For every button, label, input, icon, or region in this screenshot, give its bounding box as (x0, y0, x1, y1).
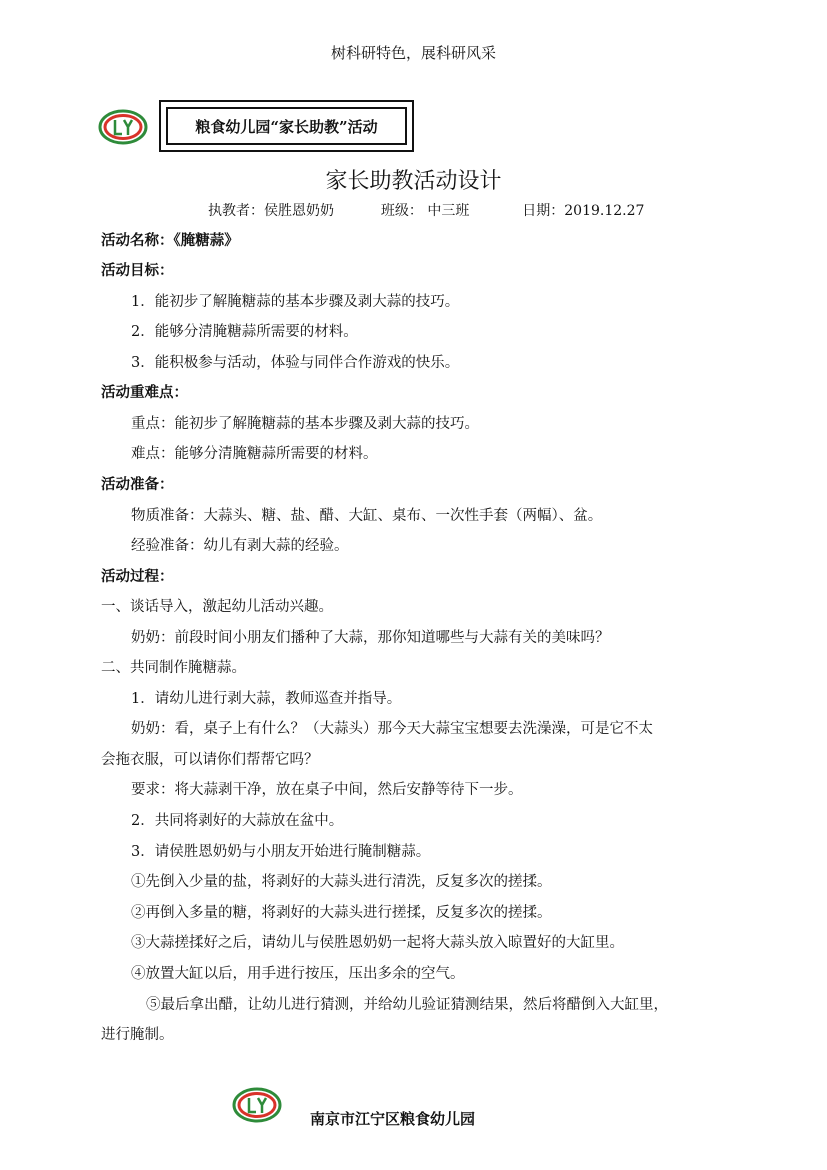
body-line: 2．能够分清腌糖蒜所需要的材料。 (131, 324, 358, 340)
body-line: 3．请侯胜恩奶奶与小朋友开始进行腌制糖蒜。 (131, 844, 431, 860)
activity-title-text: 粮食幼儿园“家长助教”活动 (166, 107, 407, 145)
body-line: 会拖衣服，可以请你们帮帮它吗？ (101, 752, 319, 768)
section-heading: 活动目标： (101, 262, 174, 279)
section-heading: 活动重难点： (101, 384, 188, 401)
body-line: ③大蒜搓揉好之后，请幼儿与侯胜恩奶奶一起将大蒜头放入晾置好的大缸里。 (131, 935, 624, 951)
body-line: 2．共同将剥好的大蒜放在盆中。 (131, 813, 344, 829)
body-line: 难点：能够分清腌糖蒜所需要的材料。 (131, 446, 378, 462)
meta-date: 日期：2019.12.27 (522, 203, 645, 219)
body-line: ②再倒入多量的糖，将剥好的大蒜头进行搓揉，反复多次的搓揉。 (131, 905, 552, 921)
body-line: 要求：将大蒜剥干净，放在桌子中间，然后安静等待下一步。 (131, 782, 523, 798)
body-line: 重点：能初步了解腌糖蒜的基本步骤及剥大蒜的技巧。 (131, 416, 479, 432)
meta-line (208, 200, 644, 220)
body-line: 物质准备：大蒜头、糖、盐、醋、大缸、桌布、一次性手套（两幅）、盆。 (131, 508, 603, 524)
kindergarten-logo-icon (232, 1086, 282, 1124)
meta-teacher: 执教者：侯胜恩奶奶 (208, 203, 334, 219)
section-heading: 活动过程： (101, 568, 174, 585)
body-line: 二、共同制作腌糖蒜。 (101, 660, 246, 676)
body-line: 一、谈话导入，激起幼儿活动兴趣。 (101, 599, 333, 615)
body-line: ④放置大缸以后，用手进行按压，压出多余的空气。 (131, 966, 465, 982)
kindergarten-logo-icon (98, 108, 148, 146)
body-line: 经验准备：幼儿有剥大蒜的经验。 (131, 538, 349, 554)
document-title: 家长助教活动设计 (325, 169, 502, 194)
body-line: ⑤最后拿出醋，让幼儿进行猜测，并给幼儿验证猜测结果，然后将醋倒入大缸里， (146, 997, 668, 1013)
header-slogan: 树科研特色，展科研风采 (330, 44, 496, 62)
body-line: 奶奶：看，桌子上有什么？（大蒜头）那今天大蒜宝宝想要去洗澡澡，可是它不太 (131, 721, 653, 737)
body-line: 奶奶：前段时间小朋友们播种了大蒜，那你知道哪些与大蒜有关的美味吗？ (131, 630, 610, 646)
activity-title-box (159, 100, 414, 152)
body-line: 1．请幼儿进行剥大蒜，教师巡查并指导。 (131, 691, 402, 707)
activity-name: 活动名称：《腌糖蒜》 (101, 232, 239, 249)
footer-school-name: 南京市江宁区粮食幼儿园 (310, 1110, 476, 1128)
body-line: 进行腌制。 (101, 1027, 174, 1043)
body-line: 3．能积极参与活动，体验与同伴合作游戏的快乐。 (131, 355, 460, 371)
section-heading: 活动准备： (101, 476, 174, 493)
body-line: 1．能初步了解腌糖蒜的基本步骤及剥大蒜的技巧。 (131, 294, 460, 310)
meta-class: 班级： 中三班 (380, 203, 470, 219)
body-line: ①先倒入少量的盐，将剥好的大蒜头进行清洗，反复多次的搓揉。 (131, 874, 552, 890)
